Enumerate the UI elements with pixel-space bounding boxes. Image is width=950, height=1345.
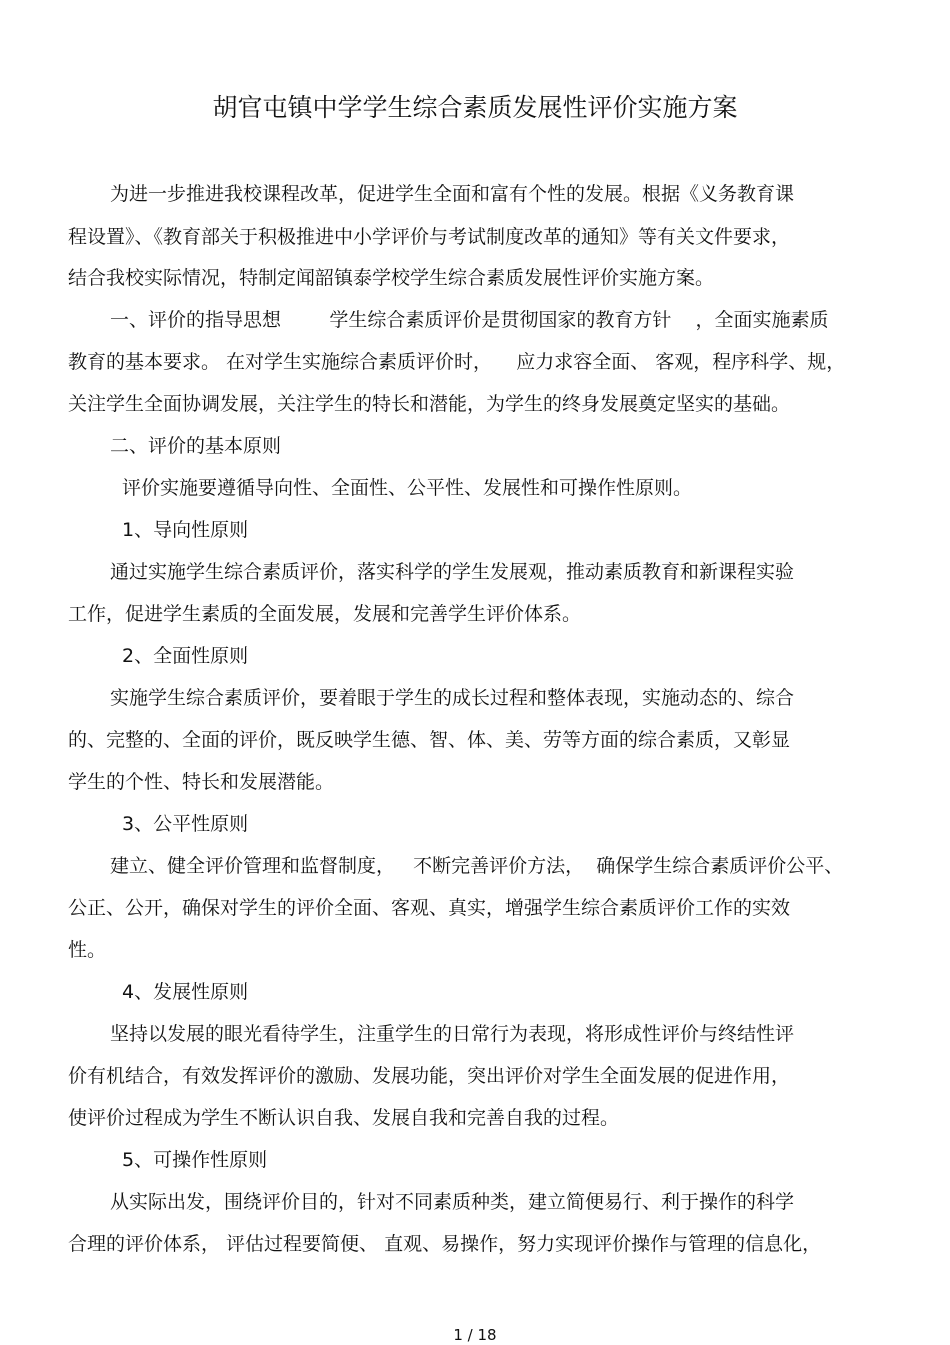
body-line: 坚持以发展的眼光看待学生，注重学生的日常行为表现，将形成性评价与终结性评 xyxy=(110,1023,795,1045)
body-line: 学生的个性、特长和发展潜能。 xyxy=(68,771,335,793)
body-line: 工作，促进学生素质的全面发展，发展和完善学生评价体系。 xyxy=(68,603,582,625)
body-line: 评价实施要遵循导向性、全面性、公平性、发展性和可操作性原则。 xyxy=(122,477,693,499)
body-line: 建立、健全评价管理和监督制度， 不断完善评价方法， 确保学生综合素质评价公平、 xyxy=(110,855,844,877)
body-line: 为进一步推进我校课程改革，促进学生全面和富有个性的发展。根据《义务教育课 xyxy=(110,183,795,205)
section-heading: 二、评价的基本原则 xyxy=(110,435,282,457)
body-line: 合理的评价体系， 评估过程要简便、 直观、易操作，努力实现评价操作与管理的信息化， xyxy=(68,1233,822,1255)
body-line: 价有机结合，有效发挥评价的激励、发展功能，突出评价对学生全面发展的促进作用， xyxy=(68,1065,791,1087)
document-title: 胡官屯镇中学学生综合素质发展性评价实施方案 xyxy=(212,93,738,122)
body-line: 关注学生全面协调发展，关注学生的特长和潜能，为学生的终身发展奠定坚实的基础。 xyxy=(68,393,791,415)
body-line: 性。 xyxy=(68,939,107,961)
body-line: 程设置》、《教育部关于积极推进中小学评价与考试制度改革的通知》等有关文件要求， xyxy=(68,226,791,248)
subsection-heading: 2、全面性原则 xyxy=(122,645,249,667)
subsection-heading: 3、公平性原则 xyxy=(122,813,249,835)
body-line: 从实际出发，围绕评价目的，针对不同素质种类，建立简便易行、利于操作的科学 xyxy=(110,1191,795,1213)
page-number: 1 / 18 xyxy=(453,1326,497,1344)
body-line: 通过实施学生综合素质评价，落实科学的学生发展观，推动素质教育和新课程实验 xyxy=(110,561,795,583)
body-line: 实施学生综合素质评价，要着眼于学生的成长过程和整体表现，实施动态的、综合 xyxy=(110,687,795,709)
subsection-heading: 4、发展性原则 xyxy=(122,981,249,1003)
body-line: 公正、公开，确保对学生的评价全面、客观、真实，增强学生综合素质评价工作的实效 xyxy=(68,897,791,919)
body-line: 使评价过程成为学生不断认识自我、发展自我和完善自我的过程。 xyxy=(68,1107,620,1129)
body-line: 的、完整的、全面的评价，既反映学生德、智、体、美、劳等方面的综合素质，又彰显 xyxy=(68,729,791,751)
subsection-heading: 5、可操作性原则 xyxy=(122,1149,268,1171)
section-heading-line: 一、评价的指导思想 学生综合素质评价是贯彻国家的教育方针 ，全面实施素质 xyxy=(110,309,829,331)
subsection-heading: 1、导向性原则 xyxy=(122,519,249,541)
body-line: 结合我校实际情况，特制定闻韶镇泰学校学生综合素质发展性评价实施方案。 xyxy=(68,267,715,289)
body-line: 教育的基本要求。 在对学生实施综合素质评价时， 应力求容全面、 客观，程序科学、规， xyxy=(68,351,846,373)
